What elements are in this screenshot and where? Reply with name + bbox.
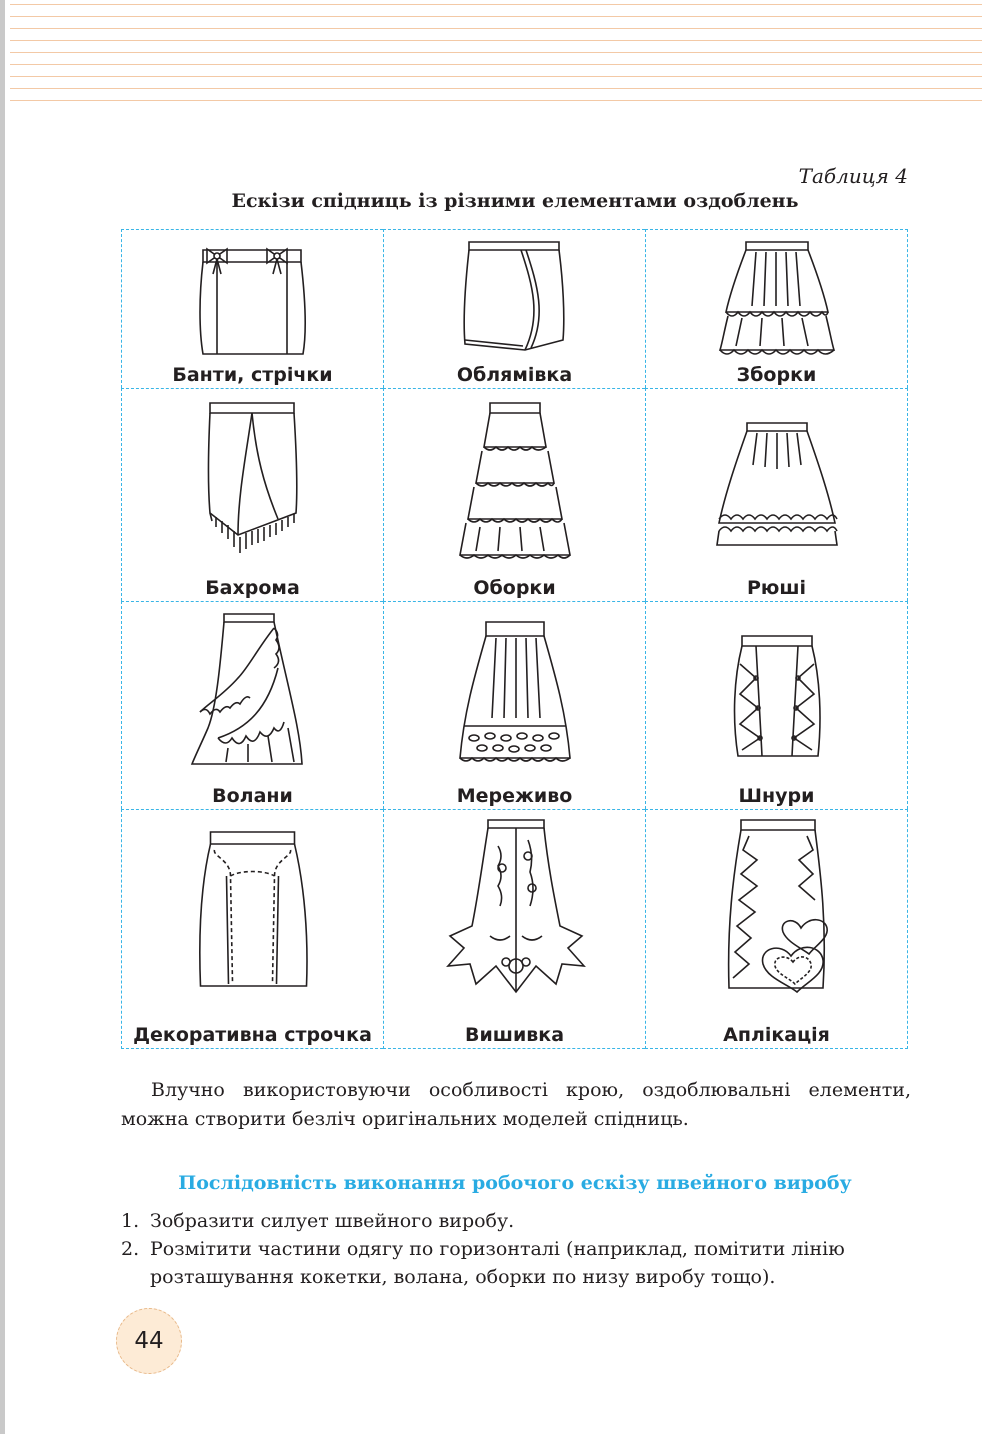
sketch-cell — [383, 388, 645, 601]
sketch-cell — [383, 229, 645, 388]
page-number: 44 — [134, 1328, 164, 1354]
sketch-cell — [121, 388, 383, 601]
sequence-heading: Послідовність виконання робочого ескізу швейного виробу — [178, 1172, 852, 1194]
skirt-fringe-icon — [198, 395, 308, 565]
sketch-label: Шнури — [738, 785, 815, 807]
sketch-cell — [121, 229, 383, 388]
sketch-label: Зборки — [736, 364, 817, 386]
skirt-ruches-icon — [707, 395, 847, 565]
skirt-flounces-icon — [188, 608, 318, 773]
sketch-table — [121, 229, 908, 1049]
sketch-label: Облямівка — [456, 364, 573, 386]
skirt-gathers-icon — [712, 236, 842, 361]
sketch-label: Декоративна строчка — [133, 1024, 372, 1046]
sketch-cell — [121, 809, 383, 1049]
step-text: Розмітити частини одягу по горизонталі (наприклад, помітити лінію розташування кокетки, волана, оборки по низу виробу тощо). — [150, 1238, 845, 1288]
sketch-label: Рюші — [746, 577, 807, 599]
sketch-cell — [645, 809, 908, 1049]
skirt-frills-icon — [450, 395, 580, 565]
sketch-label: Банти, стрічки — [172, 364, 333, 386]
skirt-embroidery-icon — [440, 816, 590, 1006]
sketch-cell — [383, 809, 645, 1049]
sketch-cell — [121, 601, 383, 809]
skirt-bows-ribbons-icon — [193, 236, 313, 361]
sketch-cell — [645, 388, 908, 601]
table-caption: Таблиця 4 — [798, 164, 908, 188]
sketch-label: Аплікація — [723, 1024, 830, 1046]
sketch-label: Волани — [212, 785, 293, 807]
sketch-label: Бахрома — [205, 577, 300, 599]
sketch-cell — [645, 229, 908, 388]
skirt-cords-icon — [722, 608, 832, 773]
skirt-edging-icon — [455, 236, 575, 361]
skirt-lace-icon — [450, 608, 580, 773]
list-item — [121, 1235, 911, 1291]
page-number-badge — [116, 1308, 182, 1374]
step-number: 2. — [121, 1238, 140, 1260]
sketch-cell — [383, 601, 645, 809]
step-number: 1. — [121, 1210, 140, 1232]
sketch-label: Вишивка — [464, 1024, 565, 1046]
sketch-label: Мереживо — [456, 785, 573, 807]
page-edge — [0, 0, 5, 1434]
skirt-applique-icon — [717, 816, 837, 1006]
step-text: Зобразити силует швейного виробу. — [150, 1210, 515, 1232]
steps-list — [121, 1207, 911, 1291]
sketch-cell — [645, 601, 908, 809]
skirt-decorative-stitch-icon — [190, 816, 315, 1006]
sketch-label: Оборки — [473, 577, 556, 599]
body-paragraph: Влучно використовуючи особливості крою, оздоблювальні елементи, можна створити безліч оригінальних моделей спідниць. — [121, 1079, 911, 1130]
table-title: Ескізи спідниць із різними елементами оздоблень — [231, 190, 799, 212]
ruled-lines — [10, 0, 982, 106]
list-item — [121, 1207, 911, 1235]
